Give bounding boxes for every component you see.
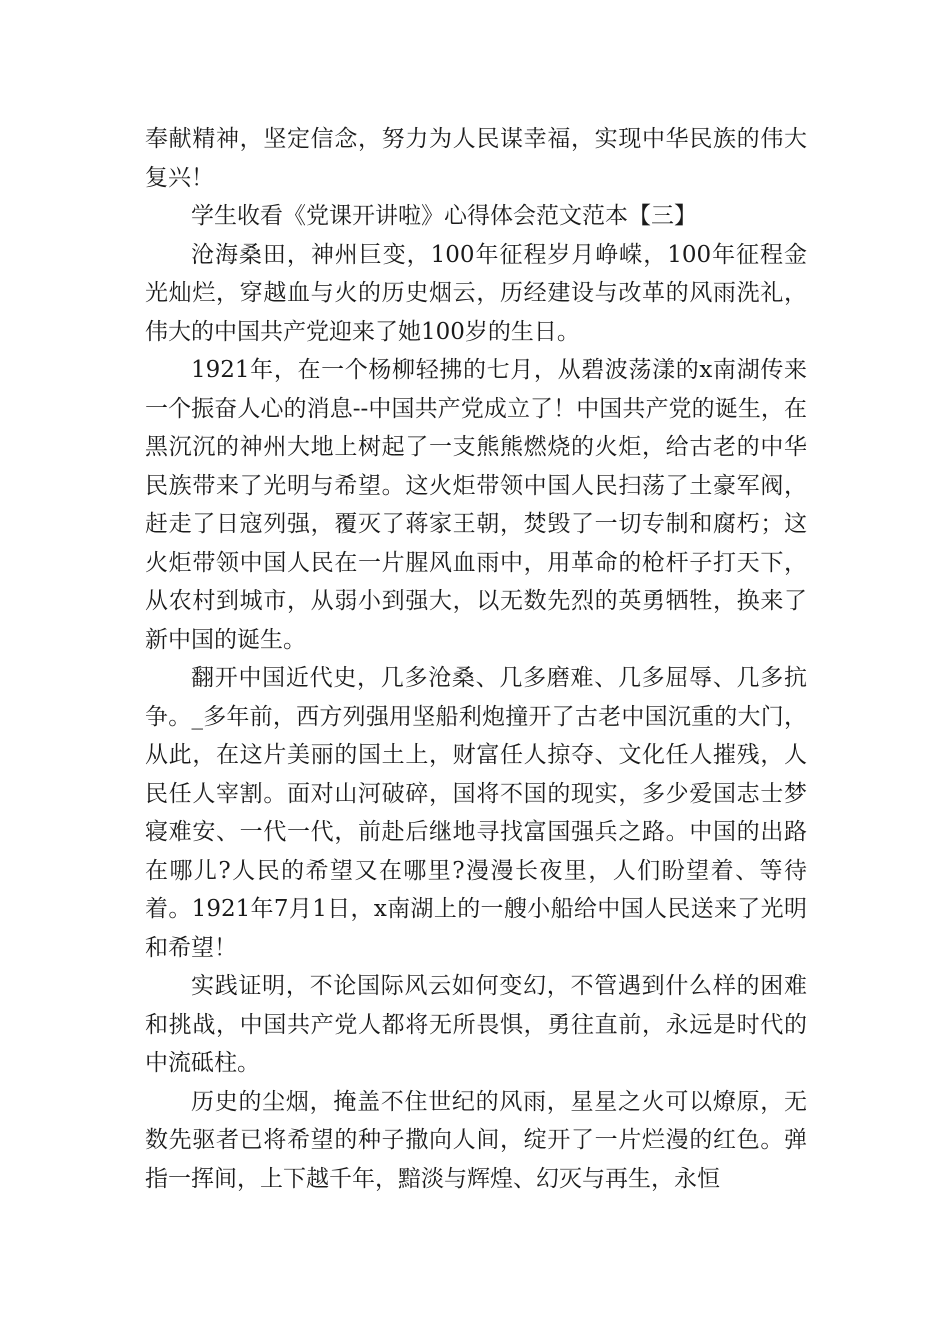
section-heading: 学生收看《党课开讲啦》心得体会范文范本【三】 — [191, 203, 697, 229]
paragraph: 翻开中国近代史，几多沧桑、几多磨难、几多屈辱、几多抗争。_多年前，西方列强用坚船利炮撞开了古老中国沉重的大门，从此，在这片美丽的国土上，财富任人掠夺、文化任人摧残，人民任人宰割。面对山河破碎，国将不国的现实，多少爱国志士梦寝难安、一代一代，前赴后继地寻找富国强兵之路。中国的出路在哪儿?人民的希望又在哪里?漫漫长夜里，人们盼望着、等待着。1921年7月1日，x南湖上的一艘小船给中国人民送来了光明和希望！ — [145, 665, 807, 961]
paragraph-continuation: 奉献精神，坚定信念，努力为人民谋幸福，实现中华民族的伟大复兴！ — [145, 126, 807, 191]
document-body — [145, 120, 807, 1198]
paragraph: 1921年，在一个杨柳轻拂的七月，从碧波荡漾的x南湖传来一个振奋人心的消息--中国共产党成立了！中国共产党的诞生，在黑沉沉的神州大地上树起了一支熊熊燃烧的火炬，给古老的中华民族带来了光明与希望。这火炬带领中国人民扫荡了土豪军阀，赶走了日寇列强，覆灭了蒋家王朝，焚毁了一切专制和腐朽；这火炬带领中国人民在一片腥风血雨中，用革命的枪杆子打天下，从农村到城市，从弱小到强大，以无数先烈的英勇牺牲，换来了新中国的诞生。 — [145, 357, 807, 653]
paragraph: 沧海桑田，神州巨变，100年征程岁月峥嵘，100年征程金光灿烂，穿越血与火的历史烟云，历经建设与改革的风雨洗礼，伟大的中国共产党迎来了她100岁的生日。 — [145, 241, 807, 345]
paragraph: 历史的尘烟，掩盖不住世纪的风雨，星星之火可以燎原，无数先驱者已将希望的种子撒向人间，绽开了一片烂漫的红色。弹指一挥间，上下越千年，黯淡与辉煌、幻灭与再生，永恒 — [145, 1088, 807, 1192]
paragraph: 实践证明，不论国际风云如何变幻，不管遇到什么样的困难和挑战，中国共产党人都将无所畏惧，勇往直前，永远是时代的中流砥柱。 — [145, 973, 807, 1076]
